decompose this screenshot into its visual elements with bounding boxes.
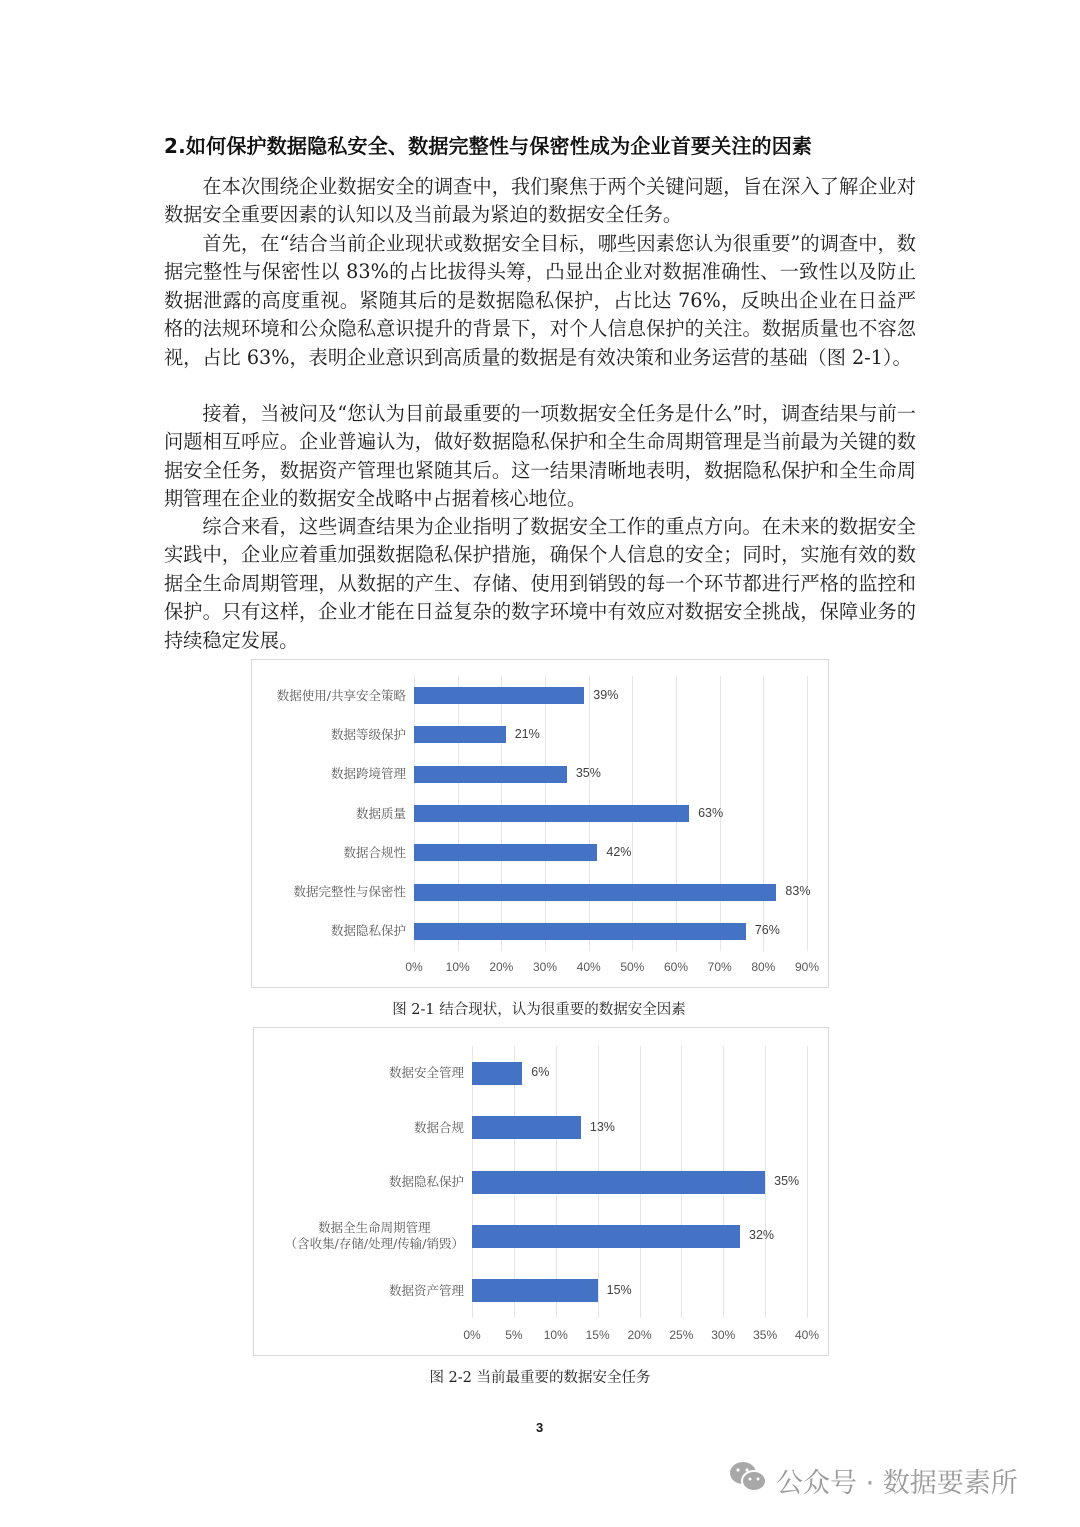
- x-axis-tick: 40%: [794, 1328, 820, 1342]
- bar: [472, 1116, 581, 1139]
- category-label: 数据使用/共享安全策略: [276, 687, 406, 703]
- x-axis-tick: 10%: [445, 960, 470, 974]
- bar-value-label: 63%: [698, 805, 724, 820]
- category-label: 数据质量: [355, 805, 406, 821]
- category-label: 数据全生命周期管理 （含收集/存储/处理/传输/销毁）: [284, 1220, 464, 1252]
- category-label: 数据合规: [413, 1119, 464, 1135]
- bar-value-label: 13%: [589, 1119, 615, 1134]
- paragraph-4: 综合来看，这些调查结果为企业指明了数据安全工作的重点方向。在未来的数据安全实践中，企业应着重加强数据隐私保护措施，确保个人信息的安全；同时，实施有效的数据全生命周期管理，从数据的产生、存储、使用到销毁的每一个环节都进行严格的监控和保护。只有这样，企业才能在日益复杂的数字环境中有效应对数据安全挑战，保障业务的持续稳定发展。: [164, 515, 916, 652]
- bar-value-label: 76%: [754, 923, 780, 938]
- x-axis-tick: 50%: [620, 960, 645, 974]
- x-axis-tick: 15%: [585, 1328, 610, 1342]
- bar: [472, 1225, 740, 1248]
- category-label: 数据合规性: [343, 844, 406, 860]
- page-number: 3: [536, 1420, 544, 1435]
- x-axis-tick: 35%: [753, 1328, 778, 1342]
- figure-caption-2-2: 图 2-2 当前最重要的数据安全任务: [429, 1370, 651, 1386]
- category-label: 数据安全管理: [388, 1065, 464, 1081]
- paragraph-1: 在本次围绕企业数据安全的调查中，我们聚焦于两个关键问题，旨在深入了解企业对数据安全重要因素的认知以及当前最为紧迫的数据安全任务。: [164, 175, 916, 227]
- x-axis-tick: 0%: [463, 1328, 481, 1342]
- x-axis-tick: 20%: [627, 1328, 652, 1342]
- x-axis-tick: 60%: [663, 960, 689, 974]
- bar-value-label: 15%: [606, 1282, 632, 1297]
- bar: [414, 884, 776, 901]
- x-axis-tick: 30%: [711, 1328, 736, 1342]
- x-axis-tick: 5%: [505, 1328, 523, 1342]
- bar: [414, 687, 584, 704]
- bar-value-label: 42%: [606, 844, 632, 859]
- bar: [472, 1062, 522, 1085]
- x-axis-tick: 70%: [707, 960, 732, 974]
- x-axis-tick: 10%: [543, 1328, 568, 1342]
- paragraph-3: 接着，当被问及“您认为目前最重要的一项数据安全任务是什么”时，调查结果与前一问题相互呼应。企业普遍认为，做好数据隐私保护和全生命周期管理是当前最为关键的数据安全任务，数据资产管理也紧随其后。这一结果清晰地表明，数据隐私保护和全生命周期管理在企业的数据安全战略中占据着核心地位。: [164, 402, 916, 511]
- gridline: [807, 1046, 808, 1318]
- chart-key-tasks: [253, 1027, 829, 1356]
- x-axis-tick: 80%: [751, 960, 776, 974]
- x-axis-tick: 40%: [576, 960, 601, 974]
- gridline: [807, 676, 808, 951]
- bar: [414, 726, 506, 743]
- bar-value-label: 32%: [749, 1228, 775, 1243]
- bar: [414, 766, 567, 783]
- section-heading: 2.如何保护数据隐私安全、数据完整性与保密性成为企业首要关注的因素: [164, 134, 813, 158]
- bar: [414, 844, 597, 861]
- figure-caption-2-1: 图 2-1 结合现状，认为很重要的数据安全因素: [392, 1002, 686, 1018]
- bar-value-label: 83%: [785, 884, 811, 899]
- bar-value-label: 6%: [531, 1065, 550, 1080]
- category-label: 数据隐私保护: [330, 923, 406, 939]
- watermark-text: 公众号 · 数据要素所: [776, 1468, 1018, 1499]
- bar-value-label: 35%: [774, 1174, 800, 1188]
- bar-value-label: 39%: [593, 687, 619, 702]
- category-label: 数据等级保护: [330, 726, 406, 742]
- bar: [472, 1279, 598, 1302]
- gridline: [763, 676, 764, 951]
- bar: [472, 1171, 765, 1194]
- bar-value-label: 35%: [575, 766, 601, 781]
- x-axis-tick: 0%: [405, 960, 423, 974]
- bar: [414, 805, 689, 822]
- category-label: 数据完整性与保密性: [293, 884, 406, 900]
- paragraph-2: 首先，在“结合当前企业现状或数据安全目标，哪些因素您认为很重要”的调查中，数据完整性与保密性以 83%的占比拔得头筹，凸显出企业对数据准确性、一致性以及防止数据泄露的高度重视。紧随其后的是数据隐私保护，占比达 76%，反映出企业在日益严格的法规环境和公众隐私意识提升的背景下，对个人信息保护的关注。数据质量也不容忽视，占比 63%，表明企业意识到高质量的数据是有效决策和业务运营的基础（图 2-1）。: [164, 232, 916, 369]
- category-label: 数据隐私保护: [388, 1174, 464, 1189]
- wechat-icon: [728, 1460, 768, 1501]
- chart-important-factors: [251, 659, 829, 988]
- x-axis-tick: 30%: [532, 960, 558, 974]
- x-axis-tick: 25%: [669, 1328, 694, 1342]
- x-axis-tick: 90%: [794, 960, 820, 974]
- x-axis-tick: 20%: [489, 960, 514, 974]
- gridline: [765, 1046, 766, 1318]
- bar-value-label: 21%: [514, 726, 540, 741]
- category-label: 数据资产管理: [388, 1282, 464, 1298]
- watermark: [728, 1460, 1018, 1501]
- bar: [414, 923, 746, 940]
- category-label: 数据跨境管理: [330, 766, 406, 782]
